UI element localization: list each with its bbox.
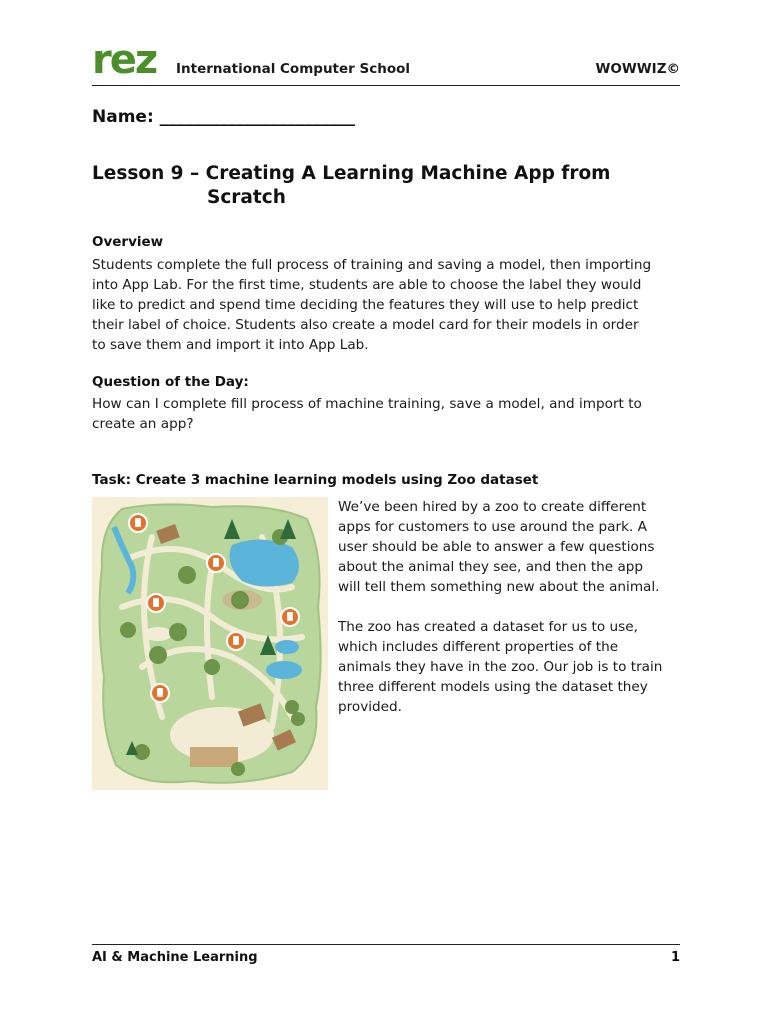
task-line: We’ve been hired by a zoo to create different (338, 499, 647, 515)
brand-name: WOWWIZ© (595, 61, 680, 77)
overview-heading: Overview (92, 234, 164, 250)
zoo-map-illustration (92, 497, 328, 790)
lesson-title-line-2: Scratch (207, 187, 286, 208)
overview-line: Students complete the full process of training and saving a model, then importing (92, 257, 652, 273)
task-line: three different models using the dataset they (338, 679, 648, 695)
task-line: animals they have in the zoo. Our job is to train (338, 659, 663, 675)
course-name: AI & Machine Learning (92, 950, 258, 965)
header-divider (92, 85, 680, 86)
page-header (92, 40, 680, 84)
overview-line: into App Lab. For the first time, students are able to choose the label they would (92, 277, 642, 293)
question-heading: Question of the Day: (92, 374, 249, 390)
task-line: user should be able to answer a few questions (338, 539, 655, 555)
page-number: 1 (670, 950, 680, 965)
footer-divider (92, 944, 680, 945)
rez-logo (92, 40, 172, 76)
task-paragraph-2 (338, 617, 688, 717)
lesson-title-line-1: Lesson 9 – Creating A Learning Machine App from (92, 163, 611, 184)
question-text (92, 394, 692, 434)
overview-text (92, 255, 692, 355)
logo-text: rez (92, 40, 157, 76)
task-line: apps for customers to use around the park. A (338, 519, 647, 535)
question-line: create an app? (92, 416, 194, 432)
task-heading: Task: Create 3 machine learning models using Zoo dataset (92, 472, 539, 488)
task-line: The zoo has created a dataset for us to use, (338, 619, 638, 635)
overview-line: to save them and import it into App Lab. (92, 337, 369, 353)
overview-line: their label of choice. Students also create a model card for their models in order (92, 317, 639, 333)
task-line: provided. (338, 699, 402, 715)
school-name: International Computer School (176, 61, 411, 77)
task-line: about the animal they see, and then the app (338, 559, 644, 575)
task-line: which includes different properties of the (338, 639, 619, 655)
task-paragraph-1 (338, 497, 688, 597)
task-line: will tell them something new about the animal. (338, 579, 660, 595)
name-field-label: Name: _______________________ (92, 107, 356, 127)
lesson-title (92, 162, 672, 210)
overview-line: like to predict and spend time deciding the features they will use to help predict (92, 297, 639, 313)
question-line: How can I complete fill process of machine training, save a model, and import to (92, 396, 642, 412)
